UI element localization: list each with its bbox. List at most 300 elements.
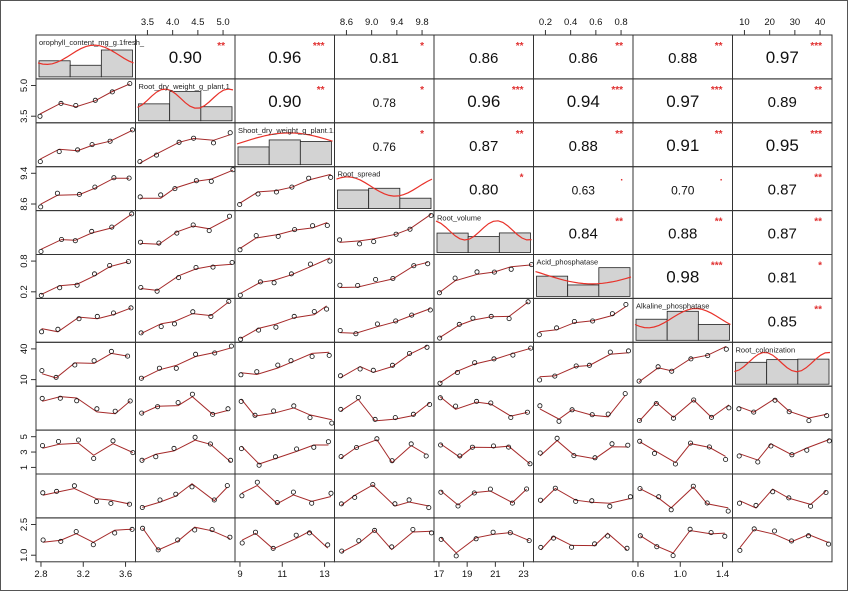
smoother-line [340, 309, 430, 334]
significance-stars: ** [615, 216, 623, 228]
data-point [109, 349, 113, 353]
data-point [427, 506, 431, 510]
data-point [276, 363, 280, 367]
data-point [311, 224, 315, 228]
smoother-line [242, 445, 329, 464]
data-point [92, 359, 96, 363]
data-point [538, 378, 542, 382]
data-point [229, 344, 233, 348]
significance-stars: ** [714, 216, 723, 228]
left-tick-label: 3 [19, 449, 30, 455]
data-point [726, 509, 730, 513]
data-point [256, 192, 260, 196]
panel-r9-c3 [235, 386, 335, 430]
data-point [74, 530, 78, 534]
panel-r6-c5 [434, 255, 534, 299]
data-point [626, 349, 630, 353]
correlation-value: 0.88 [668, 49, 698, 67]
panel-r12-c6 [534, 518, 634, 562]
correlation-value: 0.98 [666, 267, 700, 287]
histogram-bar [698, 324, 729, 340]
data-point [326, 543, 330, 547]
diagonal-label: Root_dry_weight_g_plant.1 [138, 81, 230, 91]
significance-stars: ** [714, 128, 723, 140]
left-tick-label: 2.5 [19, 517, 30, 532]
histogram-bar [468, 237, 499, 253]
data-point [209, 179, 213, 183]
smoother-line [241, 306, 327, 339]
panel-r10-c5 [434, 430, 534, 474]
smoother-line [740, 489, 827, 508]
smoother-line [140, 135, 230, 164]
data-point [308, 262, 312, 266]
data-point [227, 214, 231, 218]
data-point [41, 491, 45, 495]
diagonal-label: Acid_phosphatase [536, 257, 599, 267]
panel-r9-c5 [434, 386, 534, 430]
bottom-tick-label: 2.8 [34, 568, 48, 580]
data-point [652, 451, 656, 455]
data-point [226, 407, 230, 411]
significance-stars: ** [316, 84, 325, 96]
data-point [55, 489, 59, 493]
top-tick-label: 0.4 [564, 17, 578, 28]
bottom-tick-label: 3.2 [76, 568, 90, 580]
data-point [238, 293, 242, 297]
significance-stars: ** [714, 41, 723, 52]
data-point [358, 242, 362, 246]
left-tick-label: 8.6 [19, 197, 30, 211]
significance-stars: * [420, 128, 424, 140]
bottom-tick-label: 19 [461, 568, 473, 580]
data-point [538, 451, 542, 455]
data-point [193, 528, 197, 532]
panel-r8-c3 [235, 342, 335, 386]
left-tick-label: 40 [19, 343, 30, 355]
panel-r11-c2 [136, 474, 236, 518]
panel-r7-c4 [335, 298, 435, 342]
panel-r12-c3 [235, 518, 335, 562]
panel-r11-c7 [633, 474, 733, 518]
data-point [272, 409, 276, 413]
smoother-line [640, 487, 728, 508]
data-point [538, 404, 542, 408]
data-point [272, 281, 276, 285]
panel-r3-c2 [136, 123, 236, 167]
data-point [372, 240, 376, 244]
data-point [138, 195, 142, 199]
correlation-value: 0.84 [568, 225, 598, 243]
panel-r3-c1 [36, 123, 136, 167]
top-tick-label: 0.6 [589, 17, 603, 28]
data-point [239, 373, 243, 377]
data-point [453, 276, 457, 280]
data-point [329, 175, 333, 179]
significance-stars: ** [217, 41, 225, 52]
smoother-line [141, 348, 231, 379]
diagonal-label: Root_volume [437, 213, 482, 223]
data-point [353, 495, 357, 499]
data-point [608, 504, 612, 508]
bottom-tick-label: 1.4 [715, 568, 730, 580]
significance-stars: ** [814, 216, 822, 228]
significance-stars: ** [515, 41, 524, 52]
smoother-line [441, 444, 530, 464]
data-point [390, 545, 394, 549]
correlation-value: 0.86 [469, 49, 499, 67]
significance-stars: *** [611, 84, 623, 96]
data-point [538, 498, 542, 502]
correlation-value: 0.96 [467, 91, 501, 111]
data-point [38, 114, 42, 118]
panel-r8-c1 [36, 342, 136, 386]
panel-r9-c8 [733, 386, 833, 430]
data-point [411, 527, 415, 531]
data-point [623, 392, 627, 396]
smoother-line [241, 352, 329, 374]
smoother-line [241, 399, 332, 420]
bottom-tick-label: 11 [277, 568, 288, 580]
data-point [240, 541, 244, 545]
data-point [426, 262, 430, 266]
data-point [109, 501, 113, 505]
significance-stars: ** [814, 84, 822, 96]
data-point [705, 501, 709, 505]
data-point [55, 191, 59, 195]
left-tick-label: 1 [19, 464, 30, 471]
data-point [172, 446, 176, 450]
panel-r8-c6 [534, 342, 634, 386]
bottom-tick-label: 3.6 [118, 568, 133, 580]
data-point [825, 414, 829, 418]
data-point [239, 447, 243, 451]
correlation-value: 0.94 [566, 91, 600, 111]
data-point [312, 445, 316, 449]
data-point [638, 439, 642, 443]
data-point [827, 439, 831, 443]
data-point [158, 498, 162, 502]
data-point [338, 238, 342, 242]
significance-stars: *** [810, 41, 822, 52]
data-point [393, 502, 397, 506]
data-point [608, 350, 612, 354]
data-point [240, 494, 244, 498]
panel-r10-c1 [36, 430, 136, 474]
correlation-value: 0.88 [568, 137, 598, 155]
histogram-bar [437, 233, 468, 252]
panel-r7-c1 [36, 298, 136, 342]
data-point [56, 327, 60, 331]
data-point [310, 354, 314, 358]
significance-stars: *** [511, 84, 524, 96]
data-point [507, 317, 511, 321]
top-tick-label: 4.5 [191, 17, 205, 28]
panel-r12-c5 [434, 518, 534, 562]
data-point [295, 447, 299, 451]
top-tick-label: 5.0 [216, 17, 230, 28]
data-point [737, 454, 741, 458]
significance-stars: * [519, 172, 524, 184]
data-point [172, 322, 176, 326]
data-point [723, 534, 727, 538]
data-point [437, 291, 441, 295]
data-point [407, 498, 411, 502]
bottom-tick-label: 0.6 [631, 568, 645, 580]
data-point [527, 539, 531, 543]
left-tick-label: 0.8 [19, 254, 30, 268]
data-point [752, 527, 756, 531]
data-point [475, 399, 479, 403]
panel-r10-c6 [534, 430, 634, 474]
bottom-tick-label: 23 [518, 568, 529, 580]
smoother-line [342, 530, 432, 552]
correlation-value: 0.63 [571, 183, 595, 198]
significance-stars: ** [814, 172, 822, 184]
data-point [155, 289, 159, 293]
data-point [94, 500, 98, 504]
panel-r12-c8 [733, 518, 833, 562]
data-point [159, 325, 163, 329]
data-point [454, 404, 458, 408]
data-point [555, 436, 559, 440]
data-point [539, 545, 543, 549]
smoother-line [640, 531, 725, 554]
significance-stars: *** [312, 41, 325, 52]
data-point [330, 421, 334, 425]
panel-r7-c5 [434, 298, 534, 342]
bottom-tick-label: 9 [237, 568, 243, 580]
diagonal-label: Alkaline_phosphatase [636, 301, 710, 311]
smoother-line [40, 84, 130, 114]
correlation-value: 0.80 [469, 181, 499, 199]
data-point [255, 480, 259, 484]
data-point [525, 410, 529, 414]
data-point [610, 442, 614, 446]
significance-stars: *** [710, 260, 723, 272]
data-point [193, 435, 197, 439]
top-tick-label: 9.8 [415, 17, 429, 28]
panel-r11-c5 [434, 474, 534, 518]
data-point [294, 533, 298, 537]
data-point [254, 234, 258, 238]
data-point [375, 322, 379, 326]
smoother-line [340, 214, 432, 242]
smoother-line [739, 399, 827, 418]
data-point [827, 542, 831, 546]
data-point [41, 538, 45, 542]
smoother-line [540, 441, 628, 459]
left-tick-label: 10 [19, 374, 30, 385]
correlation-value: 0.97 [765, 47, 799, 67]
smoother-line [41, 214, 132, 249]
significance-stars: ** [615, 41, 623, 52]
panel-r12-c1 [36, 518, 136, 562]
data-point [131, 451, 135, 455]
top-tick-label: 3.5 [140, 17, 155, 28]
top-tick-label: 40 [814, 17, 826, 28]
data-point [537, 333, 541, 337]
data-point [128, 82, 132, 86]
smoother-line [441, 489, 527, 505]
panel-r4-c2 [136, 167, 236, 211]
data-point [338, 328, 342, 332]
panel-r10-c2 [136, 430, 236, 474]
data-point [194, 352, 198, 356]
significance-stars: *** [710, 84, 723, 96]
smoother-line [540, 353, 629, 377]
histogram-bar [599, 268, 630, 297]
data-point [228, 131, 232, 135]
panel-r6-c2 [136, 255, 236, 299]
histogram-bar [667, 311, 698, 340]
data-point [807, 419, 811, 423]
data-point [338, 283, 342, 287]
significance-stars: ** [814, 304, 822, 316]
data-point [140, 505, 144, 509]
smoother-line [242, 486, 331, 504]
data-point [253, 413, 257, 417]
smoother-line [440, 348, 531, 382]
panel-r11-c8 [733, 474, 833, 518]
data-point [606, 412, 610, 416]
data-point [239, 337, 243, 341]
panel-r5-c2 [136, 211, 236, 255]
smoother-line [341, 346, 428, 378]
top-tick-label: 9.0 [365, 17, 379, 28]
data-point [727, 406, 731, 410]
data-point [475, 270, 479, 274]
diagonal-label: Root_colonization [735, 345, 796, 355]
panel-r8-c2 [136, 342, 236, 386]
data-point [112, 176, 116, 180]
data-point [325, 223, 329, 227]
data-point [225, 484, 229, 488]
histogram-bar [338, 190, 369, 209]
data-point [724, 457, 728, 461]
histogram-bar [499, 233, 530, 253]
data-point [724, 347, 728, 351]
significance-stars: . [719, 172, 723, 184]
top-tick-label: 10 [739, 17, 750, 28]
panel-r6-c1 [36, 255, 136, 299]
data-point [428, 308, 432, 312]
data-point [371, 368, 375, 372]
smoother-line [40, 130, 132, 159]
correlation-value: 0.76 [372, 139, 396, 154]
significance-stars: ** [515, 128, 524, 140]
panel-r12-c4 [335, 518, 435, 562]
correlation-value: 0.90 [168, 47, 202, 67]
data-point [771, 490, 775, 494]
data-point [327, 353, 331, 357]
significance-stars: ** [615, 128, 623, 140]
data-point [211, 141, 215, 145]
data-point [39, 205, 43, 209]
data-point [255, 370, 259, 374]
top-tick-label: 20 [764, 17, 775, 28]
data-point [671, 554, 675, 558]
smoother-line [540, 396, 625, 420]
smoother-line [142, 484, 227, 508]
data-point [325, 307, 329, 311]
data-point [738, 548, 742, 552]
data-point [190, 392, 194, 396]
correlation-value: 0.81 [767, 269, 797, 287]
data-point [40, 330, 44, 334]
smoother-line [240, 174, 331, 203]
data-point [130, 212, 134, 216]
data-point [39, 249, 43, 253]
data-point [557, 419, 561, 423]
panel-r7-c6 [534, 298, 634, 342]
data-point [111, 439, 115, 443]
data-point [130, 128, 134, 132]
data-point [606, 534, 610, 538]
histogram-bar [736, 362, 767, 384]
smoother-line [639, 346, 726, 382]
data-point [190, 485, 194, 489]
data-point [159, 193, 163, 197]
smoother-line [140, 170, 233, 198]
data-point [92, 456, 96, 460]
significance-stars: * [420, 41, 424, 52]
data-point [454, 554, 458, 558]
data-point [624, 302, 628, 306]
significance-stars: *** [810, 128, 822, 140]
data-point [374, 277, 378, 281]
correlation-value: 0.89 [767, 93, 797, 111]
data-point [525, 487, 529, 491]
panel-r9-c6 [534, 386, 634, 430]
data-point [176, 401, 180, 405]
data-point [231, 168, 235, 172]
top-tick-label: 30 [789, 17, 801, 28]
correlation-value: 0.90 [268, 91, 302, 111]
histogram-bar [170, 92, 201, 121]
correlation-value: 0.81 [369, 49, 399, 67]
smoother-line [141, 302, 229, 334]
correlation-value: 0.97 [666, 91, 700, 111]
data-point [113, 531, 117, 535]
data-point [38, 160, 42, 164]
data-point [128, 399, 132, 403]
panel-r7-c3 [235, 298, 335, 342]
left-tick-label: 5.0 [19, 78, 30, 93]
data-point [438, 336, 442, 340]
data-point [628, 495, 632, 499]
histogram-bar [636, 319, 667, 340]
data-point [228, 535, 232, 539]
histogram-bar [269, 140, 300, 165]
panel-r6-c4 [335, 255, 435, 299]
left-tick-label: 3.5 [19, 109, 30, 123]
data-point [491, 530, 495, 534]
panel-r11-c3 [235, 474, 335, 518]
left-tick-label: 1.0 [19, 548, 30, 562]
top-tick-label: 9.4 [390, 17, 404, 28]
histogram-bar [70, 65, 101, 77]
smoother-line [441, 533, 529, 553]
smoother-line [240, 258, 330, 294]
data-point [357, 539, 361, 543]
correlation-value: 0.87 [767, 181, 797, 199]
left-tick-label: 5 [19, 434, 30, 440]
histogram-bar [300, 141, 331, 164]
left-tick-label: 0.2 [19, 285, 30, 299]
correlation-value: 0.96 [268, 47, 302, 67]
data-point [40, 369, 44, 373]
smoother-line [541, 489, 631, 504]
